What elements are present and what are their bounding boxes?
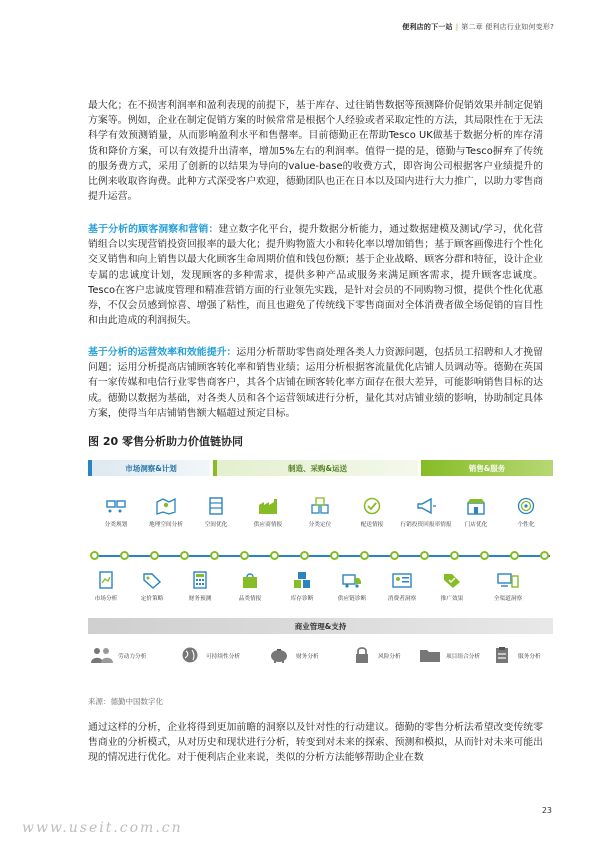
item-label: 市场分析 bbox=[94, 596, 118, 602]
item-omnichannel-insight bbox=[484, 570, 532, 602]
timeline-dot bbox=[180, 551, 189, 560]
item-category-intel bbox=[226, 570, 274, 602]
item-label: 供应链诊断 bbox=[337, 596, 367, 602]
item-assortment-planning bbox=[92, 496, 140, 528]
item-inventory-diagnosis bbox=[278, 570, 326, 602]
padlock-icon bbox=[350, 645, 374, 665]
header-separator: | bbox=[455, 23, 459, 31]
item-label: 供应商情报 bbox=[253, 522, 283, 528]
paragraph-customer-insight bbox=[88, 222, 543, 328]
value-chain-diagram bbox=[88, 460, 553, 682]
item-geo-analysis bbox=[142, 496, 190, 528]
timeline-dot bbox=[120, 551, 129, 560]
timeline-dot bbox=[510, 551, 519, 560]
figure-source: 来源：德勤中国数字化 bbox=[88, 697, 163, 706]
item-label: 推广效果 bbox=[440, 596, 464, 602]
paragraph-lead: 基于分析的顾客洞察和营销： bbox=[88, 224, 219, 235]
timeline-dot bbox=[270, 551, 279, 560]
support-risk-analysis bbox=[350, 645, 401, 665]
support-service-analysis bbox=[490, 645, 541, 665]
item-label: 全渠道洞察 bbox=[493, 596, 523, 602]
paragraph-operations bbox=[88, 345, 543, 421]
watermark: www.useit.com.cn bbox=[22, 820, 183, 836]
item-store-optimization bbox=[452, 496, 500, 528]
item-marketing-roi bbox=[398, 496, 454, 528]
support-financial-analysis bbox=[268, 645, 319, 665]
globe-icon bbox=[178, 645, 202, 665]
timeline-dot bbox=[240, 551, 249, 560]
page-number: 23 bbox=[541, 806, 552, 815]
boxes-icon bbox=[309, 496, 331, 516]
item-label: 分类定位 bbox=[308, 522, 332, 528]
clipboard-icon bbox=[490, 645, 514, 665]
item-label: 地理空间分析 bbox=[148, 522, 184, 528]
support-label: 项目组合分析 bbox=[446, 653, 481, 660]
tag-check-icon bbox=[441, 570, 463, 590]
item-label: 定价策略 bbox=[140, 596, 164, 602]
item-label: 消费者洞察 bbox=[387, 596, 417, 602]
shelf-icon bbox=[205, 496, 227, 516]
storefront-icon bbox=[465, 496, 487, 516]
paragraph-body: 建立数字化平台，提升数据分析能力，通过数据建模及测试/学习，优化营销组合以实现营销投资回报率的最大化；提升购物篮大小和转化率以增加销售；基于顾客画像进行个性化交叉销售和向上销售以最大化顾客生命周期价值和钱包份额；基于企业战略、顾客分群和特征，设计企业专属的忠诚度计划，发现顾客的多种需求，提供多种产品或服务来满足顾客需求，提升顾客忠诚度。Tesco在客户忠诚度管理和精准营销方面的行业领先实践，是针对会员的不同购物习惯，提供个性化优惠券，不仅会员感到惊喜、增强了粘性，而且也避免了传统线下零售商面对全体消费者做全场促销的盲目性和由此造成的利润损失。 bbox=[88, 224, 543, 327]
item-supplier-intel bbox=[244, 496, 292, 528]
item-space-optimization bbox=[192, 496, 240, 528]
carts-icon bbox=[105, 496, 127, 516]
timeline-dot bbox=[390, 551, 399, 560]
paragraph-conclusion: 通过这样的分析，企业将得到更加前瞻的洞察以及针对性的行动建议。德勤的零售分析法希望改变传统零售商业的分析模式，从对历史和现状进行分析，转变到对未来的探索、预测和模拟，从而针对未来可能出现的情况进行优化。对于便利店企业来说，类似的分析方法能够帮助企业在数 bbox=[88, 722, 543, 764]
timeline-dot bbox=[330, 551, 339, 560]
item-personalization bbox=[502, 496, 550, 528]
item-label: 行销投资回报率情报 bbox=[400, 522, 452, 528]
item-financial-forecast bbox=[176, 570, 224, 602]
truck-icon bbox=[341, 570, 363, 590]
checkmark-icon bbox=[361, 496, 383, 516]
id-card-icon bbox=[391, 570, 413, 590]
item-consumer-insight bbox=[378, 570, 426, 602]
timeline-dot bbox=[480, 551, 489, 560]
timeline-dot bbox=[450, 551, 459, 560]
calculator-icon bbox=[189, 570, 211, 590]
timeline-dot bbox=[300, 551, 309, 560]
band-market-insight: 市场洞察&计划 bbox=[88, 460, 210, 476]
item-category-positioning bbox=[296, 496, 344, 528]
timeline-dot bbox=[420, 551, 429, 560]
support-label: 风险分析 bbox=[378, 653, 401, 660]
timeline-dot bbox=[360, 551, 369, 560]
folder-icon bbox=[418, 645, 442, 665]
item-label: 财务预测 bbox=[188, 596, 212, 602]
timeline-dot bbox=[90, 551, 99, 560]
item-label: 个性化 bbox=[517, 522, 535, 528]
header-title: 便利店的下一站 bbox=[402, 23, 453, 31]
item-supply-chain-diagnosis bbox=[328, 570, 376, 602]
map-pin-icon bbox=[155, 496, 177, 516]
header-chapter: 第二章 便利店行业如何变形? bbox=[461, 23, 554, 31]
megaphone-icon bbox=[415, 496, 437, 516]
price-tag-icon bbox=[141, 570, 163, 590]
item-label: 品类情报 bbox=[238, 596, 262, 602]
people-icon bbox=[90, 645, 114, 665]
support-label: 服务分析 bbox=[518, 653, 541, 660]
paragraph-body: 运用分析帮助零售商处理各类人力资源问题，包括员工招聘和人才挽留问题；运用分析提高店铺顾客转化率和销售业绩；运用分析根据客流量优化店铺人员调动等。德勤在英国有一家传媒和电信行业零售商客户，其各个店铺在顾客转化率方面存在很大差异，可能影响销售目标的达成。德勤以数据为基础，对各类人员和各个运营领域进行分析，量化其对店铺业绩的影响，协助制定具体方案，使得当年店铺销售额大幅超过预定目标。 bbox=[88, 347, 543, 419]
running-header bbox=[402, 22, 554, 32]
support-labor-analysis bbox=[90, 645, 146, 665]
target-icon bbox=[515, 496, 537, 516]
band-business-management: 商业管理&支持 bbox=[88, 618, 553, 634]
item-market-analysis bbox=[82, 570, 130, 602]
item-label: 空间优化 bbox=[204, 522, 228, 528]
band-sales-service: 销售&服务 bbox=[421, 460, 553, 476]
item-label: 门店优化 bbox=[464, 522, 488, 528]
timeline-dot bbox=[540, 551, 549, 560]
item-label: 分类规划 bbox=[104, 522, 128, 528]
paragraph-lead: 基于分析的运营效率和效能提升： bbox=[88, 347, 237, 358]
devices-icon bbox=[497, 570, 519, 590]
support-label: 可持续性分析 bbox=[206, 653, 241, 660]
item-promotion-effect bbox=[428, 570, 476, 602]
item-label: 库存诊断 bbox=[290, 596, 314, 602]
document-chart-icon bbox=[95, 570, 117, 590]
item-label: 配送情报 bbox=[360, 522, 384, 528]
shopping-bag-icon bbox=[239, 570, 261, 590]
support-label: 财务分析 bbox=[296, 653, 319, 660]
support-label: 劳动力分析 bbox=[118, 653, 147, 660]
stacked-boxes-icon bbox=[291, 570, 313, 590]
timeline-dot bbox=[210, 551, 219, 560]
item-pricing-strategy bbox=[128, 570, 176, 602]
item-delivery-intel bbox=[348, 496, 396, 528]
figure-title: 图 20 零售分析助力价值链协同 bbox=[88, 435, 243, 448]
paragraph-1: 最大化；在不损害利润率和盈利表现的前提下，基于库存、过往销售数据等预测降价促销效果并制定促销方案等。例如，企业在制定促销方案的时候常常是根据个人经验或者采取定性的方法，其局限性在于无法科学有效预测销量，从而影响盈利水平和售罄率。目前德勤正在帮助Tesco UK做基于数据分析的库存清货和降价方案，可以有效提升出清率，增加5%左右的利润率。值得一提的是，德勤与Tesco摒弃了传统的服务费方式，采用了创新的以结果为导向的value-base的收费方式，即咨询公司根据客户业绩提升的比例来收取咨询费。此种方式深受客户欢迎，德勤团队也正在日本以及国内进行大力推广，以助力零售商提升运营。 bbox=[88, 100, 543, 203]
factory-icon bbox=[257, 496, 279, 516]
piggy-bank-icon bbox=[268, 645, 292, 665]
support-sustainability-analysis bbox=[178, 645, 240, 665]
support-portfolio-analysis bbox=[418, 645, 480, 665]
timeline-dot bbox=[150, 551, 159, 560]
band-manufacturing: 制造、采购&运送 bbox=[213, 460, 418, 476]
